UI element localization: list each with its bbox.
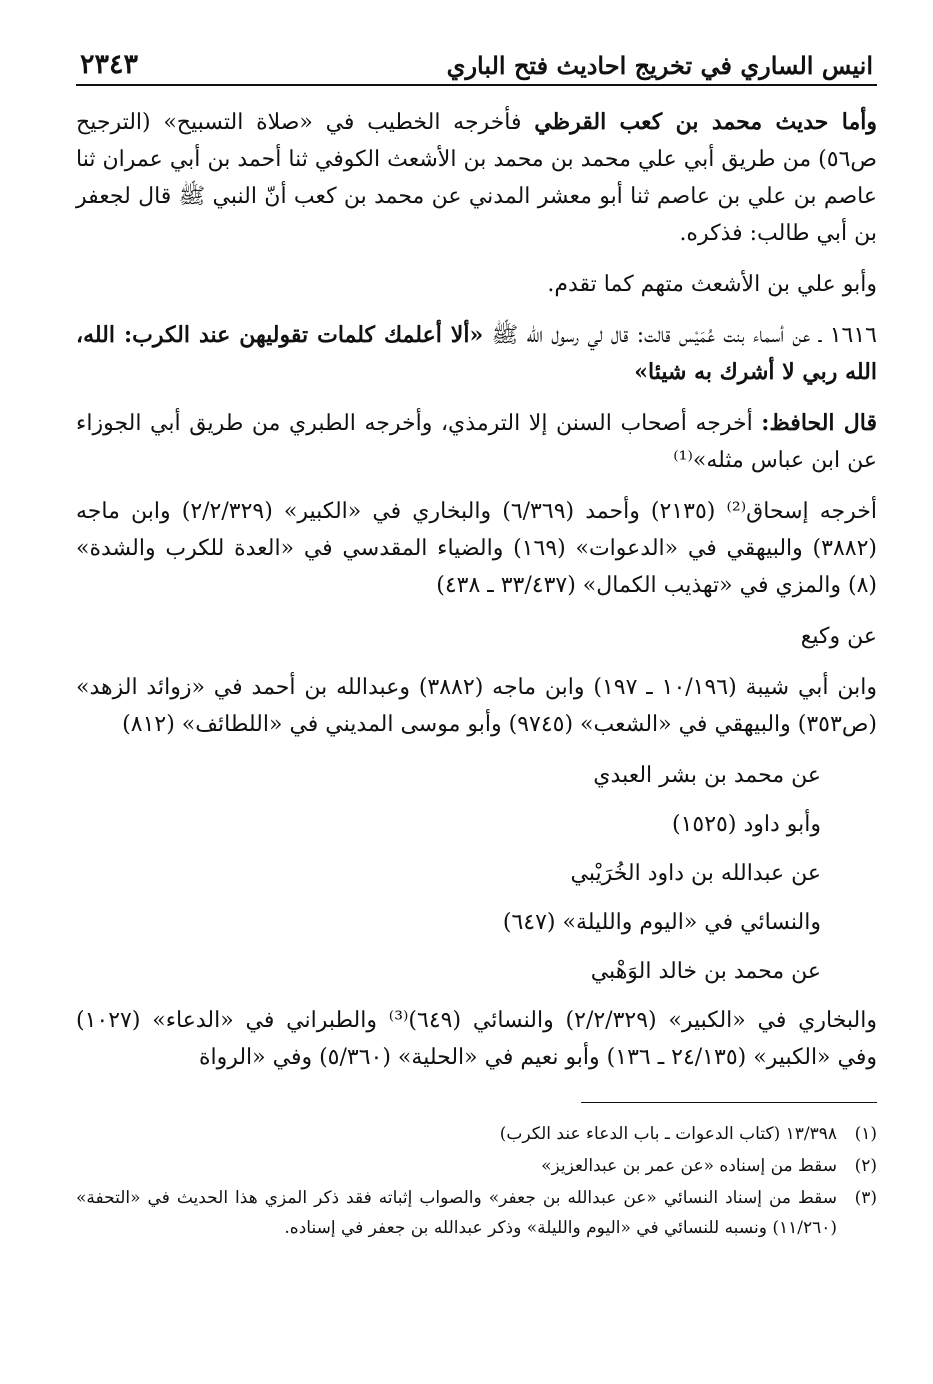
footnote-number: (١) [854, 1124, 877, 1144]
hadith-matn-bold: «ألا أعلمك كلمات تقوليهن عند الكرب: الله، الله ربي لا أشرك به شيئا» [76, 322, 877, 385]
paragraph-lead-bold: وأما حديث محمد بن كعب القرظي [534, 109, 877, 135]
paragraph-text: عن محمد بن خالد الوَهْبي [590, 959, 821, 984]
paragraph-hadith-1616 [76, 317, 877, 391]
paragraph-takhrij-3 [76, 1002, 877, 1076]
paragraph-text: وابن أبي شيبة (١٠/١٩٦ ـ ١٩٧) وابن ماجه (٣٨٨٢) وعبدالله بن أحمد في «زوائد الزهد» (ص٣٥٣) والبيهقي في «الشعب» (٩٧٤٥) وأبو موسى المديني في «اللطائف» (٨١٢) [76, 675, 878, 737]
footnote-item [76, 1183, 877, 1243]
paragraph-text: فأخرجه الخطيب في «صلاة التسبيح» (الترجيح ص٥٦) من طريق أبي علي محمد بن محمد بن الأشعث الكوفي ثنا أحمد بن أبي عمران ثنا عاصم بن علي بن عاصم ثنا أبو معشر المدني عن محمد بن كعب أنّ النبي ﷺ قال لجعفر بن أبي طالب: فذكره. [76, 110, 877, 246]
footnote-item [76, 1151, 877, 1181]
footnote-number: (٣) [854, 1188, 877, 1208]
footnote-divider [581, 1102, 877, 1103]
paragraph-text: والنسائي في «اليوم والليلة» (٦٤٧) [502, 910, 821, 935]
paragraph-text: أخرجه أصحاب السنن إلا الترمذي، وأخرجه الطبري من طريق أبي الجوزاء عن ابن عباس مثله»⁽¹⁾ [76, 411, 877, 473]
paragraph-narrator-3 [76, 953, 877, 990]
footnote-text: سقط من إسناده «عن عمر بن عبدالعزيز» [541, 1156, 837, 1176]
footnote-number: (٢) [854, 1156, 877, 1176]
paragraph-nasai [76, 904, 877, 941]
hadith-number-text: ١٦١٦ ـ عن أسماء بنت عُمَيْس قالت: قال لي رسول الله ﷺ [483, 323, 877, 348]
footnotes [76, 1119, 877, 1243]
footnote-text: سقط من إسناد النسائي «عن عبدالله بن جعفر» والصواب إثباته فقد ذكر المزي هذا الحديث في «التحفة» (١١/٢٦٠) ونسبه للنسائي في «اليوم والليلة» وذكر عبدالله بن جعفر في إسناده. [76, 1188, 837, 1238]
running-header [76, 36, 877, 86]
paragraph-ashath-note [76, 266, 877, 303]
book-title: انيس الساري في تخريج احاديث فتح الباري [446, 51, 873, 80]
paragraph-text: وأبو داود (١٥٢٥) [672, 812, 821, 837]
paragraph-text: عن وكيع [800, 624, 877, 649]
paragraph-text: والبخاري في «الكبير» (٢/٢/٣٢٩) والنسائي (٦٤٩)⁽³⁾ والطبراني في «الدعاء» (١٠٢٧) وفي «الكبير» (٢٤/١٣٥ ـ ١٣٦) وأبو نعيم في «الحلية» (٥/٣٦٠) وفي «الرواة [76, 1008, 877, 1070]
paragraph-lead-bold: قال الحافظ: [761, 410, 877, 436]
footnote-item [76, 1119, 877, 1149]
paragraph-text: وأبو علي بن الأشعث متهم كما تقدم. [547, 272, 877, 297]
paragraph-hafiz [76, 405, 877, 479]
page-number: ٢٣٤٣ [80, 49, 139, 80]
paragraph-text: أخرجه إسحاق⁽²⁾ (٢١٣٥) وأحمد (٦/٣٦٩) والبخاري في «الكبير» (٢/٢/٣٢٩) وابن ماجه (٣٨٨٢) والبيهقي في «الدعوات» (١٦٩) والضياء المقدسي في «العدة للكرب والشدة» (٨) والمزي في «تهذيب الكمال» (٣٣/٤٣٧ ـ ٤٣٨) [76, 499, 878, 598]
paragraph-text: عن محمد بن بشر العبدي [593, 763, 821, 788]
paragraph-narrator-2 [76, 855, 877, 892]
footnote-text: ١٣/٣٩٨ (كتاب الدعوات ـ باب الدعاء عند الكرب) [499, 1124, 837, 1144]
paragraph-takhrij-1 [76, 493, 877, 604]
paragraph-an-waki [76, 618, 877, 655]
paragraph-hadith-kab [76, 104, 877, 252]
paragraph-takhrij-2 [76, 669, 877, 743]
paragraph-abu-dawud [76, 806, 877, 843]
main-text [76, 104, 877, 1076]
paragraph-text: عن عبدالله بن داود الخُرَيْبي [570, 861, 821, 886]
paragraph-narrator-1 [76, 757, 877, 794]
